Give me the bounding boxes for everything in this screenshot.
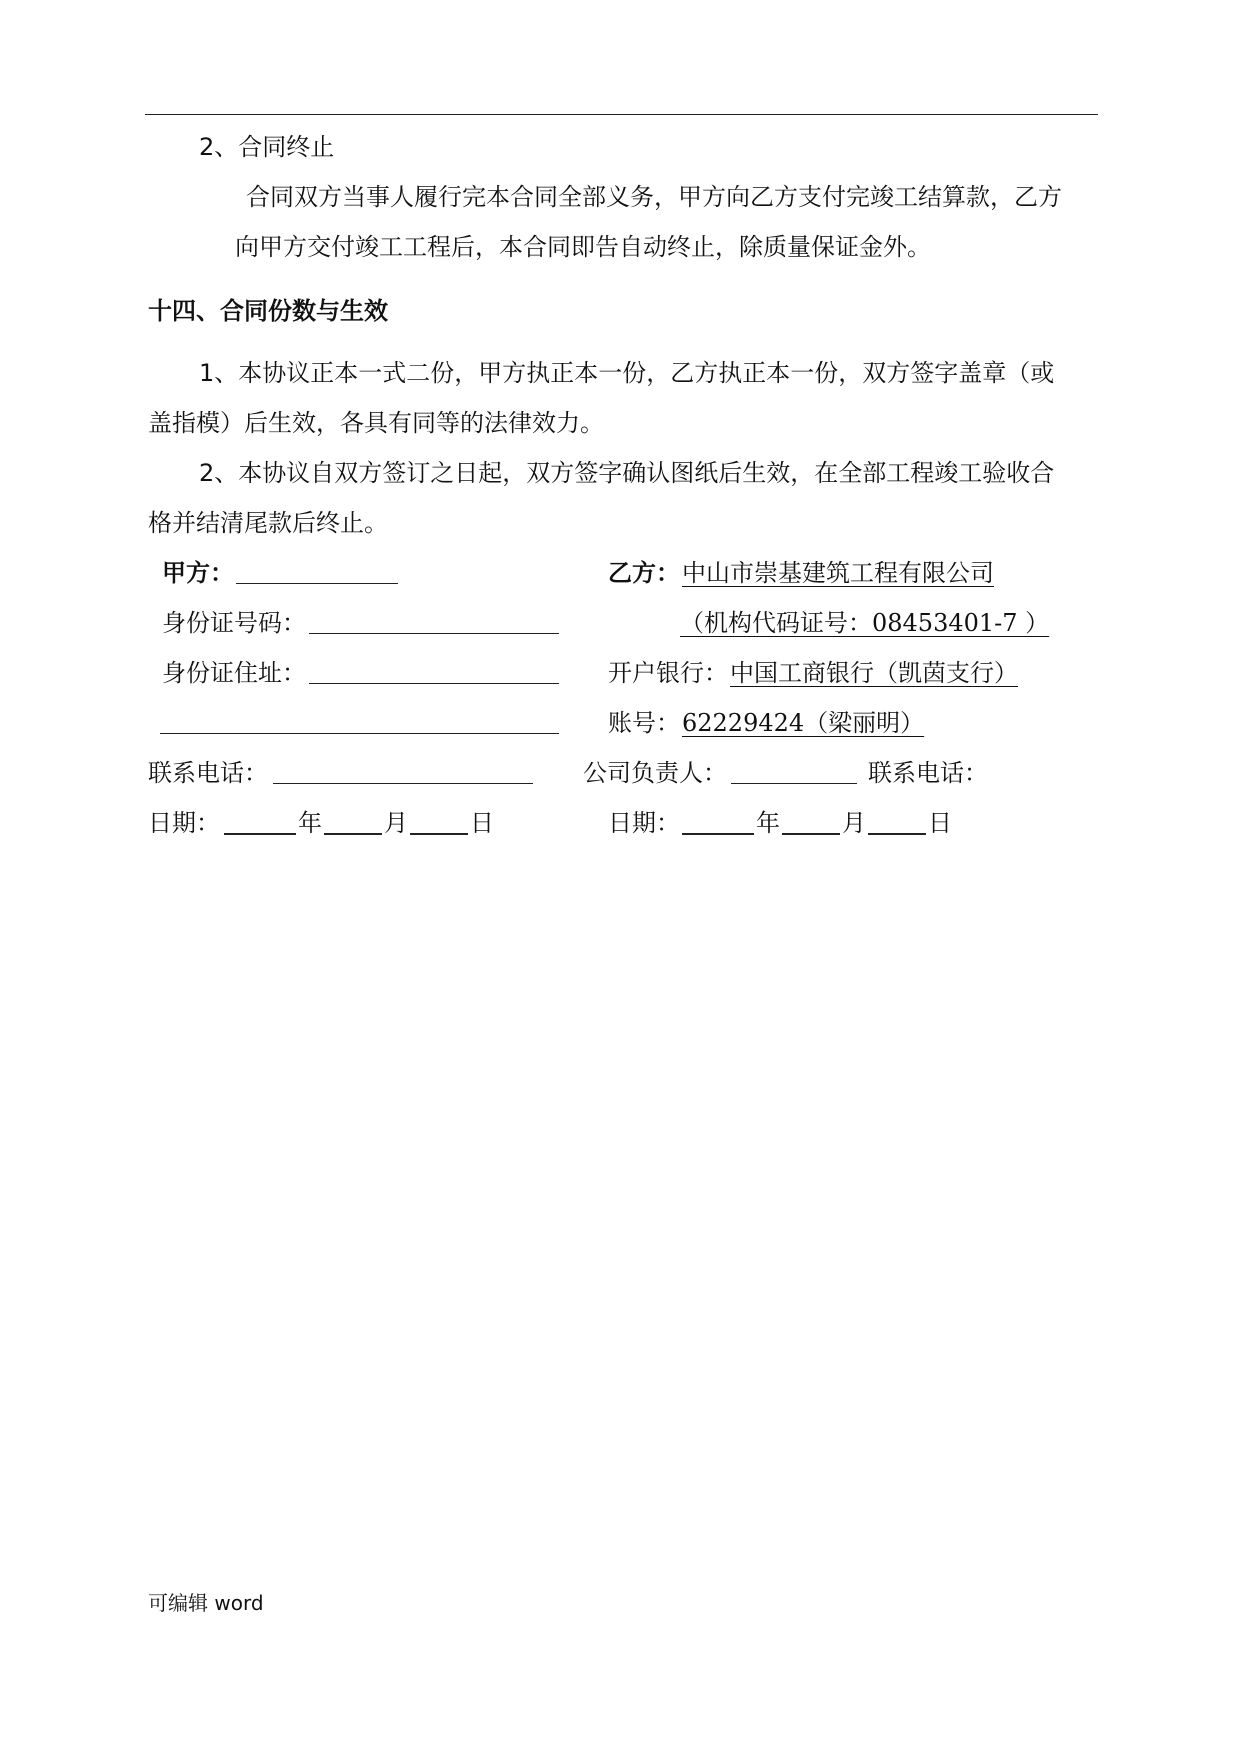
party-a-year-blank	[224, 833, 296, 835]
section-14-p2-line-2: 格并结清尾款后终止。	[148, 509, 388, 537]
party-a-month-label: 月	[384, 809, 408, 837]
party-b-year-blank	[682, 833, 754, 835]
party-a-day-blank	[410, 833, 468, 835]
termination-heading: 2、合同终止	[199, 133, 335, 161]
section-14-heading: 十四、合同份数与生效	[148, 297, 388, 325]
party-b-bank: 中国工商银行（凯茵支行）	[730, 659, 1018, 687]
section-14-p1-line-1: 1、本协议正本一式二份，甲方执正本一份，乙方执正本一份，双方签字盖章（或	[199, 359, 1055, 387]
party-b-day-blank	[868, 833, 926, 835]
party-a-date-label: 日期：	[148, 809, 220, 837]
party-a-address-label: 身份证住址：	[162, 659, 306, 687]
termination-line-2: 向甲方交付竣工工程后，本合同即告自动终止，除质量保证金外。	[235, 233, 931, 261]
party-b-manager-blank	[731, 783, 857, 784]
party-a-name-blank	[236, 583, 398, 584]
header-rule	[145, 114, 1098, 115]
party-b-date-label: 日期：	[608, 809, 680, 837]
party-a-id-blank	[309, 633, 559, 634]
party-b-bank-label: 开户银行：	[608, 659, 728, 687]
party-b-company: 中山市崇基建筑工程有限公司	[682, 559, 994, 587]
party-b-day-label: 日	[928, 809, 952, 837]
party-b-phone-label: 联系电话：	[868, 759, 988, 787]
party-a-address-blank-2	[160, 733, 559, 734]
party-a-day-label: 日	[470, 809, 494, 837]
party-b-month-label: 月	[842, 809, 866, 837]
section-14-p2-line-1: 2、本协议自双方签订之日起，双方签字确认图纸后生效，在全部工程竣工验收合	[199, 459, 1055, 487]
party-a-address-blank	[309, 683, 559, 684]
party-b-org-code: （机构代码证号：08453401-7 ）	[680, 609, 1050, 637]
footer-text: 可编辑 word	[148, 1591, 264, 1615]
section-14-p1-line-2: 盖指模）后生效，各具有同等的法律效力。	[148, 409, 604, 437]
party-a-label: 甲方：	[162, 559, 234, 587]
party-b-manager-label: 公司负责人：	[583, 759, 727, 787]
party-b-label: 乙方：	[608, 559, 680, 587]
party-a-phone-label: 联系电话：	[148, 759, 268, 787]
party-a-month-blank	[324, 833, 382, 835]
party-a-id-label: 身份证号码：	[162, 609, 306, 637]
party-a-phone-blank	[273, 783, 533, 784]
party-b-account: 62229424（梁丽明）	[682, 709, 925, 737]
party-a-year-label: 年	[298, 809, 322, 837]
termination-line-1: 合同双方当事人履行完本合同全部义务，甲方向乙方支付完竣工结算款，乙方	[246, 183, 1062, 211]
party-b-account-label: 账号：	[608, 709, 680, 737]
party-b-year-label: 年	[756, 809, 780, 837]
party-b-month-blank	[782, 833, 840, 835]
